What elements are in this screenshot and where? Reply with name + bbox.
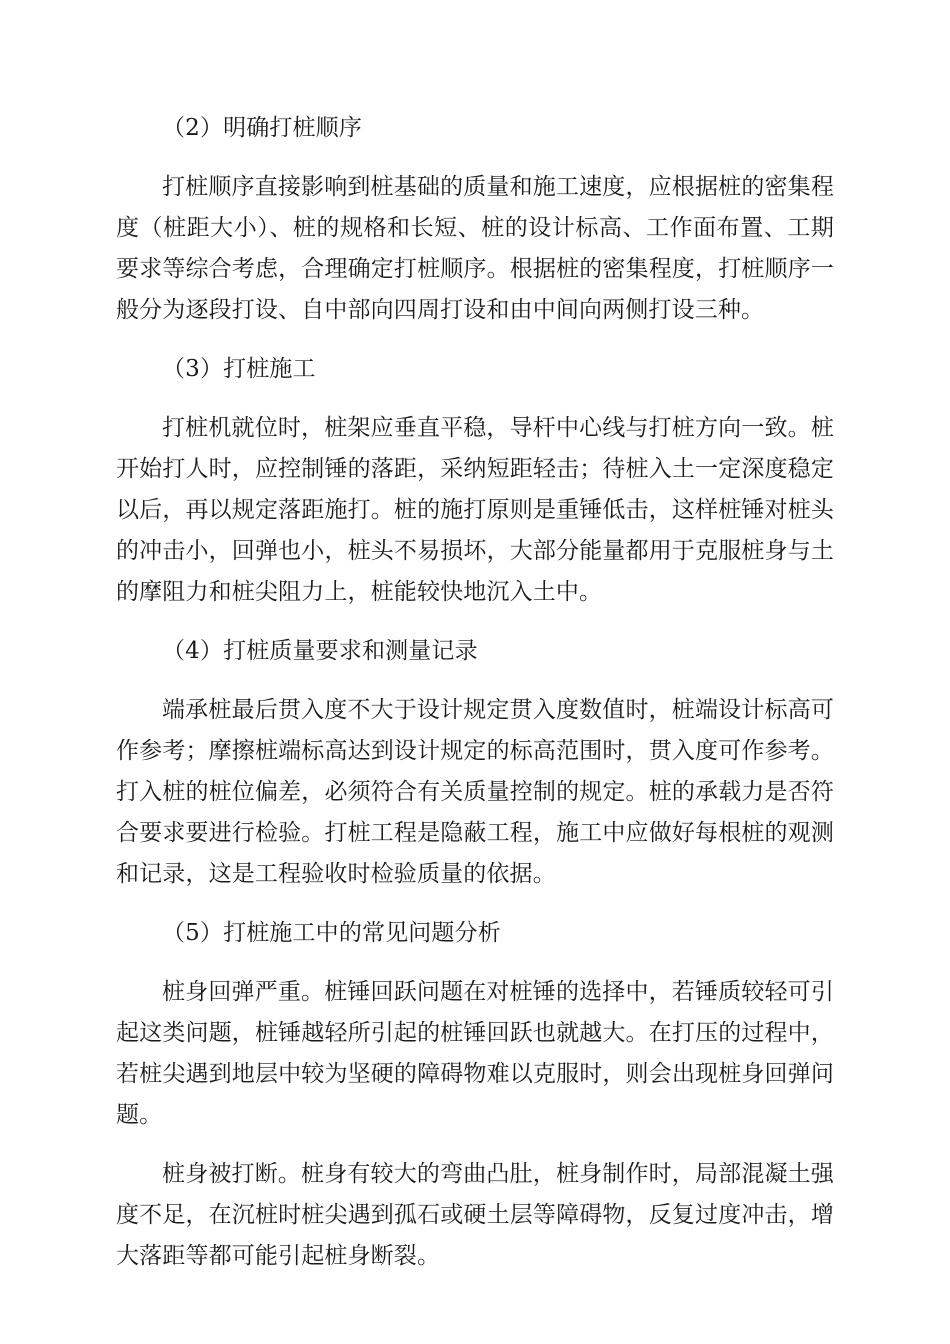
section-heading-5: （5）打桩施工中的常见问题分析 — [162, 920, 501, 946]
paragraph-rebound-problem: 桩身回弹严重。桩锤回跃问题在对桩锤的选择中，若锤质较轻可引起这类问题，桩锤越轻所引起的桩锤回跃也就越大。在打压的过程中，若桩尖遇到地层中较为坚硬的障碍物难以克服时，则会出现桩身回弹问题。 — [116, 979, 834, 1128]
section-heading-4: （4）打桩质量要求和测量记录 — [162, 638, 478, 664]
paragraph-pile-breakage: 桩身被打断。桩身有较大的弯曲凸肚，桩身制作时，局部混凝土强度不足，在沉桩时桩尖遇到孤石或硬土层等障碍物，反复过度冲击，增大落距等都可能引起桩身断裂。 — [116, 1161, 834, 1269]
paragraph-piling-sequence: 打桩顺序直接影响到桩基础的质量和施工速度，应根据桩的密集程度（桩距大小）、桩的规格和长短、桩的设计标高、工作面布置、工期要求等综合考虑，合理确定打桩顺序。根据桩的密集程度，打桩顺序一般分为逐段打设、自中部向四周打设和由中间向两侧打设三种。 — [116, 174, 834, 323]
paragraph-quality-requirements: 端承桩最后贯入度不大于设计规定贯入度数值时，桩端设计标高可作参考；摩擦桩端标高达到设计规定的标高范围时，贯入度可作参考。打入桩的桩位偏差，必须符合有关质量控制的规定。桩的承载力是否符合要求要进行检验。打桩工程是隐蔽工程，施工中应做好每根桩的观测和记录，这是工程验收时检验质量的依据。 — [116, 697, 834, 887]
paragraph-piling-construction: 打桩机就位时，桩架应垂直平稳，导杆中心线与打桩方向一致。桩开始打人时，应控制锤的落距，采纳短距轻击；待桩入土一定深度稳定以后，再以规定落距施打。桩的施打原则是重锤低击，这样桩锤对桩头的冲击小，回弹也小，桩头不易损坏，大部分能量都用于克服桩身与土的摩阻力和桩尖阻力上，桩能较快地沉入土中。 — [116, 415, 834, 605]
section-heading-3: （3）打桩施工 — [162, 356, 316, 382]
document-body — [116, 108, 834, 1295]
section-heading-2: （2）明确打桩顺序 — [162, 115, 362, 141]
